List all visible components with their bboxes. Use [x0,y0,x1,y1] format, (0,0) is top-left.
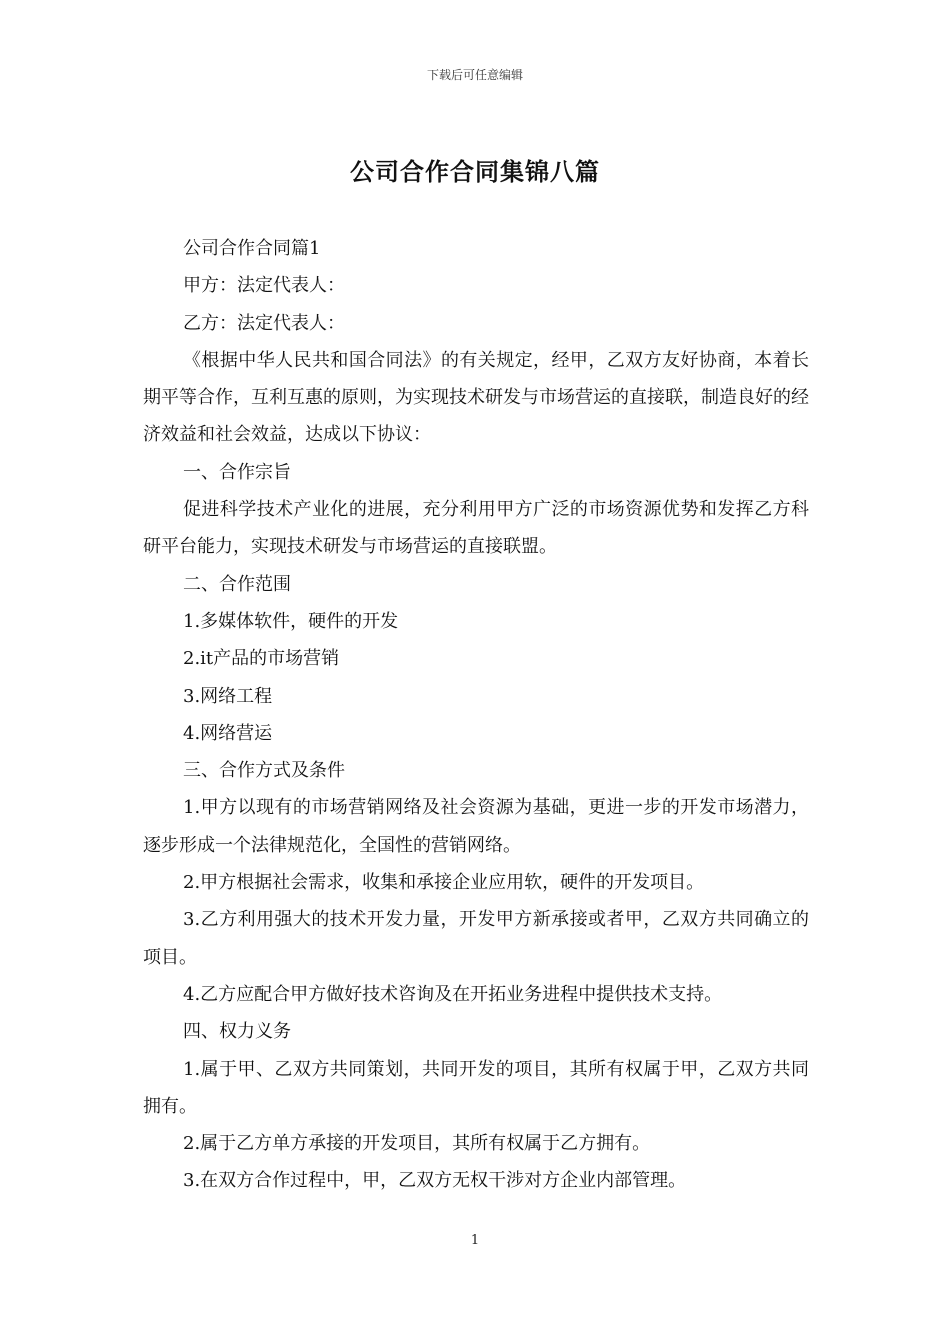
list-item: 4.网络营运 [183,722,273,744]
preamble-paragraph: 《根据中华人民共和国合同法》的有关规定，经甲，乙双方友好协商，本着长期平等合作，互利互惠的原则，为实现技术研发与市场营运的直接联，制造良好的经济效益和社会效益，达成以下协议： [143,349,809,446]
clause-heading: 一、合作宗旨 [183,461,291,483]
clause-heading: 四、权力义务 [183,1021,291,1043]
list-item: 4.乙方应配合甲方做好技术咨询及在开拓业务进程中提供技术支持。 [183,983,723,1005]
list-item: 3.网络工程 [183,685,273,707]
clause-paragraph: 促进科学技术产业化的进展，充分利用甲方广泛的市场资源优势和发挥乙方科研平台能力，实现技术研发与市场营运的直接联盟。 [143,499,809,558]
clause-heading: 三、合作方式及条件 [183,760,345,782]
list-item: 1.甲方以现有的市场营销网络及社会资源为基础，更进一步的开发市场潜力，逐步形成一个法律规范化，全国性的营销网络。 [143,797,809,856]
list-item: 3.乙方利用强大的技术开发力量，开发甲方新承接或者甲，乙双方共同确立的项目。 [143,909,809,968]
list-item: 1.属于甲、乙双方共同策划，共同开发的项目，其所有权属于甲，乙双方共同拥有。 [143,1058,809,1117]
list-item: 2.it产品的市场营销 [183,648,340,670]
document-body [143,230,809,1200]
page-number: 1 [470,1233,480,1248]
document-title: 公司合作合同集锦八篇 [350,158,600,186]
list-item: 2.属于乙方单方承接的开发项目，其所有权属于乙方拥有。 [183,1133,651,1155]
header-note: 下载后可任意编辑 [426,68,523,82]
list-item: 3.在双方合作过程中，甲，乙双方无权干涉对方企业内部管理。 [183,1170,687,1192]
list-item: 1.多媒体软件，硬件的开发 [183,610,399,632]
list-item: 2.甲方根据社会需求，收集和承接企业应用软，硬件的开发项目。 [183,872,705,894]
clause-heading: 二、合作范围 [183,573,291,595]
section-heading: 公司合作合同篇1 [183,238,321,259]
party-a-line: 甲方：法定代表人： [183,275,345,297]
party-b-line: 乙方：法定代表人： [183,312,345,334]
